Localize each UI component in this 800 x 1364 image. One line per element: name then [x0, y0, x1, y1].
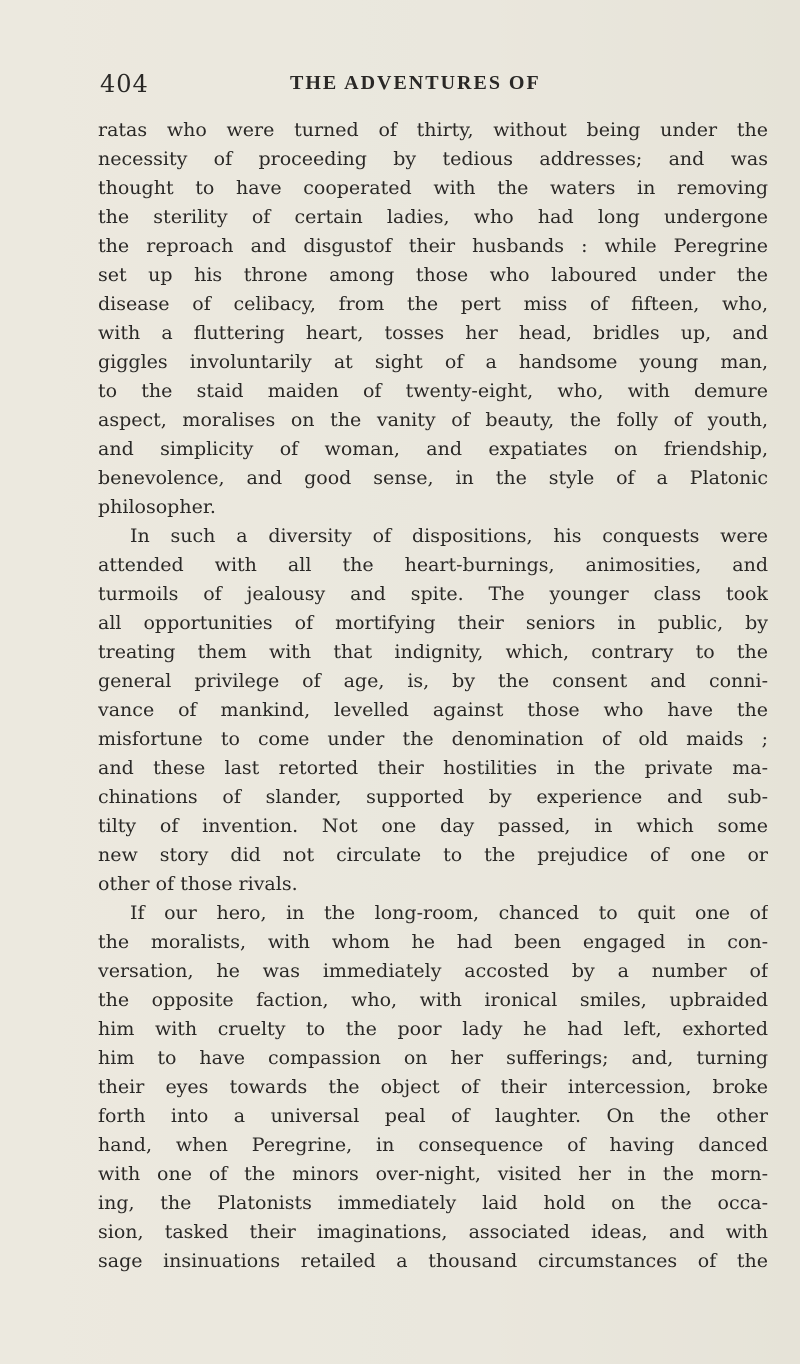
- text-line: him to have compassion on her sufferings; and, turning: [98, 1047, 768, 1069]
- text-line: with one of the minors over-night, visited her in the morn-: [98, 1163, 768, 1185]
- text-line: and simplicity of woman, and expatiates on friendship,: [98, 438, 768, 460]
- text-line: chinations of slander, supported by experience and sub-: [98, 786, 768, 808]
- text-line: attended with all the heart-burnings, animosities, and: [98, 554, 768, 576]
- paragraph-start-line: In such a diversity of dispositions, his conquests were: [130, 525, 768, 547]
- text-line: to the staid maiden of twenty-eight, who, with demure: [98, 380, 768, 402]
- text-line: benevolence, and good sense, in the style of a Platonic: [98, 467, 768, 489]
- text-line: new story did not circulate to the prejudice of one or: [98, 844, 768, 866]
- text-line: versation, he was immediately accosted by a number of: [98, 960, 768, 982]
- text-line: necessity of proceeding by tedious addresses; and was: [98, 148, 768, 170]
- text-line: sion, tasked their imaginations, associated ideas, and with: [98, 1221, 768, 1243]
- text-line: turmoils of jealousy and spite. The younger class took: [98, 583, 768, 605]
- running-title: THE ADVENTURES OF: [290, 72, 541, 94]
- text-line: forth into a universal peal of laughter. On the other: [98, 1105, 768, 1127]
- text-line: disease of celibacy, from the pert miss of fifteen, who,: [98, 293, 768, 315]
- text-line: treating them with that indignity, which, contrary to the: [98, 641, 768, 663]
- page-header: [0, 70, 800, 110]
- text-line: their eyes towards the object of their intercession, broke: [98, 1076, 768, 1098]
- text-line: him with cruelty to the poor lady he had left, exhorted: [98, 1018, 768, 1040]
- text-line: sage insinuations retailed a thousand circumstances of the: [98, 1250, 768, 1272]
- text-line: other of those rivals.: [98, 873, 298, 895]
- text-line: thought to have cooperated with the waters in removing: [98, 177, 768, 199]
- text-line: ing, the Platonists immediately laid hold on the occa-: [98, 1192, 768, 1214]
- text-line: vance of mankind, levelled against those who have the: [98, 699, 768, 721]
- text-line: with a fluttering heart, tosses her head, bridles up, and: [98, 322, 768, 344]
- text-line: and these last retorted their hostilities in the private ma-: [98, 757, 768, 779]
- text-line: general privilege of age, is, by the consent and conni-: [98, 670, 768, 692]
- paragraph-start-line: If our hero, in the long-room, chanced to quit one of: [130, 902, 768, 924]
- text-line: the moralists, with whom he had been engaged in con-: [98, 931, 768, 953]
- text-line: all opportunities of mortifying their seniors in public, by: [98, 612, 768, 634]
- text-line: the sterility of certain ladies, who had long undergone: [98, 206, 768, 228]
- text-line: tilty of invention. Not one day passed, in which some: [98, 815, 768, 837]
- text-line: aspect, moralises on the vanity of beauty, the folly of youth,: [98, 409, 768, 431]
- text-line: giggles involuntarily at sight of a handsome young man,: [98, 351, 768, 373]
- text-line: set up his throne among those who laboured under the: [98, 264, 768, 286]
- text-line: the reproach and disgustof their husbands : while Peregrine: [98, 235, 768, 257]
- text-line: the opposite faction, who, with ironical smiles, upbraided: [98, 989, 768, 1011]
- text-line: ratas who were turned of thirty, without being under the: [98, 119, 768, 141]
- page-number: 404: [100, 70, 149, 98]
- text-line: misfortune to come under the denomination of old maids ;: [98, 728, 768, 750]
- text-line: hand, when Peregrine, in consequence of having danced: [98, 1134, 768, 1156]
- text-line: philosopher.: [98, 496, 216, 518]
